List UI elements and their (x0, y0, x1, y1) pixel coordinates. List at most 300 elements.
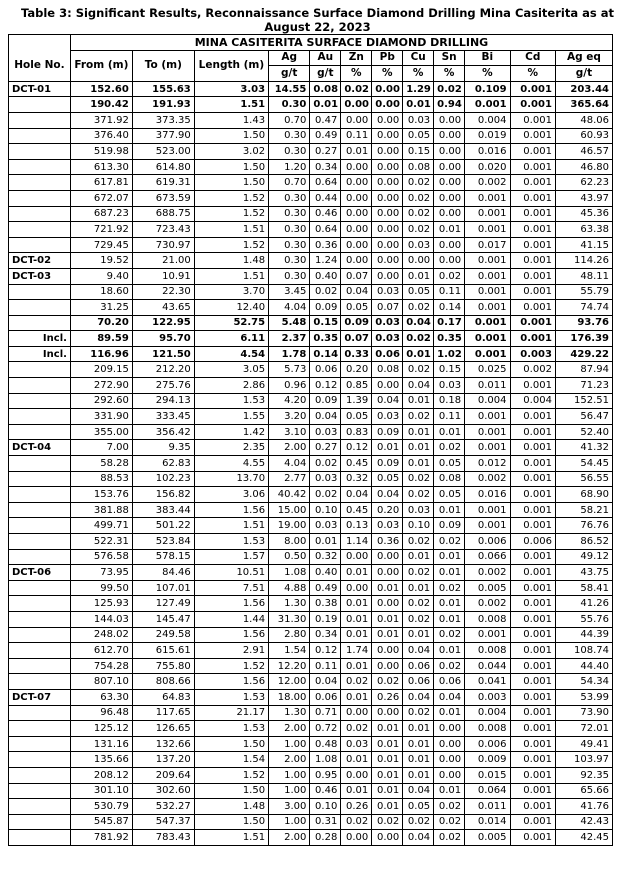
table-row (9, 674, 613, 690)
value-cell: 0.00 (434, 721, 465, 737)
value-cell: 0.001 (465, 346, 510, 362)
value-cell: 21.00 (132, 253, 194, 269)
header-element: Sn (434, 50, 465, 66)
value-cell: 0.02 (403, 471, 434, 487)
table-row (9, 237, 613, 253)
value-cell: 0.003 (465, 689, 510, 705)
table-spacer (9, 35, 71, 51)
value-cell: 0.04 (403, 830, 434, 846)
value-cell: 48.11 (555, 268, 612, 284)
value-cell: 672.07 (70, 190, 132, 206)
value-cell: 52.40 (555, 424, 612, 440)
value-cell: 0.31 (310, 814, 341, 830)
table-row (9, 736, 613, 752)
value-cell: 155.63 (132, 81, 194, 97)
value-cell: 0.15 (403, 144, 434, 160)
value-cell: 190.42 (70, 97, 132, 113)
value-cell: 0.14 (310, 346, 341, 362)
value-cell: 1.50 (194, 783, 268, 799)
value-cell: 0.01 (403, 549, 434, 565)
value-cell: 0.001 (510, 627, 555, 643)
value-cell: 0.004 (465, 393, 510, 409)
table-row (9, 144, 613, 160)
value-cell: 0.01 (403, 627, 434, 643)
value-cell: 0.001 (510, 237, 555, 253)
value-cell: 44.39 (555, 627, 612, 643)
value-cell: 0.01 (341, 658, 372, 674)
value-cell: 3.00 (269, 799, 310, 815)
value-cell: 74.74 (555, 300, 612, 316)
value-cell: 0.30 (269, 128, 310, 144)
value-cell: 209.64 (132, 767, 194, 783)
value-cell: 0.001 (510, 799, 555, 815)
value-cell: 0.001 (465, 206, 510, 222)
value-cell: 0.30 (269, 206, 310, 222)
value-cell: 45.36 (555, 206, 612, 222)
value-cell: 0.07 (341, 331, 372, 347)
value-cell: 0.15 (434, 362, 465, 378)
value-cell: 0.01 (434, 596, 465, 612)
value-cell: 0.00 (434, 144, 465, 160)
value-cell: 3.10 (269, 424, 310, 440)
value-cell: 12.00 (269, 674, 310, 690)
value-cell: 3.05 (194, 362, 268, 378)
value-cell: 0.01 (434, 424, 465, 440)
value-cell: 43.65 (132, 300, 194, 316)
value-cell: 58.28 (70, 456, 132, 472)
value-cell: 545.87 (70, 814, 132, 830)
value-cell: 31.25 (70, 300, 132, 316)
value-cell: 0.002 (465, 471, 510, 487)
value-cell: 0.40 (310, 268, 341, 284)
value-cell: 0.32 (341, 471, 372, 487)
hole-number-cell (9, 222, 71, 238)
value-cell: 65.66 (555, 783, 612, 799)
value-cell: 0.001 (510, 596, 555, 612)
value-cell: 0.30 (269, 144, 310, 160)
value-cell: 14.55 (269, 81, 310, 97)
value-cell: 93.76 (555, 315, 612, 331)
table-row (9, 128, 613, 144)
hole-number-cell: Incl. (9, 331, 71, 347)
value-cell: 0.05 (403, 799, 434, 815)
hole-number-cell (9, 159, 71, 175)
hole-number-cell (9, 315, 71, 331)
value-cell: 0.06 (403, 658, 434, 674)
value-cell: 275.76 (132, 378, 194, 394)
value-cell: 0.02 (403, 300, 434, 316)
value-cell: 0.01 (403, 767, 434, 783)
value-cell: 4.55 (194, 456, 268, 472)
value-cell: 62.83 (132, 456, 194, 472)
table-row (9, 611, 613, 627)
value-cell: 0.00 (341, 767, 372, 783)
value-cell: 523.00 (132, 144, 194, 160)
value-cell: 41.15 (555, 237, 612, 253)
value-cell: 0.005 (465, 830, 510, 846)
header-element: Pb (372, 50, 403, 66)
hole-number-cell (9, 409, 71, 425)
value-cell: 0.014 (465, 814, 510, 830)
value-cell: 46.80 (555, 159, 612, 175)
value-cell: 71.23 (555, 378, 612, 394)
value-cell: 1.55 (194, 409, 268, 425)
value-cell: 1.52 (194, 206, 268, 222)
value-cell: 12.40 (194, 300, 268, 316)
table-row (9, 253, 613, 269)
value-cell: 0.02 (403, 222, 434, 238)
value-cell: 62.23 (555, 175, 612, 191)
value-cell: 0.01 (372, 440, 403, 456)
value-cell: 0.00 (372, 237, 403, 253)
table-row (9, 97, 613, 113)
value-cell: 122.95 (132, 315, 194, 331)
value-cell: 0.05 (341, 300, 372, 316)
value-cell: 0.02 (372, 814, 403, 830)
value-cell: 0.004 (510, 393, 555, 409)
value-cell: 0.01 (341, 611, 372, 627)
value-cell: 0.002 (465, 596, 510, 612)
value-cell: 0.01 (341, 144, 372, 160)
value-cell: 688.75 (132, 206, 194, 222)
value-cell: 0.001 (510, 674, 555, 690)
value-cell: 1.56 (194, 596, 268, 612)
value-cell: 0.001 (510, 736, 555, 752)
value-cell: 0.01 (372, 627, 403, 643)
value-cell: 0.001 (510, 767, 555, 783)
value-cell: 0.001 (510, 565, 555, 581)
value-cell: 0.017 (465, 237, 510, 253)
value-cell: 1.51 (194, 830, 268, 846)
value-cell: 730.97 (132, 237, 194, 253)
hole-number-cell: DCT-03 (9, 268, 71, 284)
table-row (9, 689, 613, 705)
value-cell: 0.00 (403, 253, 434, 269)
value-cell: 0.20 (341, 362, 372, 378)
value-cell: 73.90 (555, 705, 612, 721)
value-cell: 0.03 (403, 237, 434, 253)
value-cell: 0.02 (403, 206, 434, 222)
value-cell: 152.60 (70, 81, 132, 97)
value-cell: 0.02 (310, 456, 341, 472)
value-cell: 1.53 (194, 393, 268, 409)
value-cell: 48.06 (555, 112, 612, 128)
value-cell: 1.43 (194, 112, 268, 128)
value-cell: 0.17 (434, 315, 465, 331)
value-cell: 0.26 (372, 689, 403, 705)
drilling-results-table (8, 34, 613, 846)
value-cell: 0.001 (510, 611, 555, 627)
value-cell: 1.00 (269, 767, 310, 783)
value-cell: 0.00 (372, 705, 403, 721)
value-cell: 0.001 (510, 471, 555, 487)
hole-number-cell (9, 611, 71, 627)
value-cell: 0.04 (403, 689, 434, 705)
header-element: Zn (341, 50, 372, 66)
value-cell: 721.92 (70, 222, 132, 238)
value-cell: 376.40 (70, 128, 132, 144)
value-cell: 7.00 (70, 440, 132, 456)
value-cell: 0.05 (372, 471, 403, 487)
value-cell: 0.27 (310, 144, 341, 160)
table-row (9, 362, 613, 378)
value-cell: 0.01 (434, 502, 465, 518)
table-caption: Table 3: Significant Results, Reconnaissance Surface Diamond Drilling Mina Casiterita as at August 22, 2023 (21, 6, 614, 34)
value-cell: 0.11 (434, 284, 465, 300)
value-cell: 53.99 (555, 689, 612, 705)
value-cell: 2.00 (269, 721, 310, 737)
value-cell: 0.006 (510, 534, 555, 550)
value-cell: 22.30 (132, 284, 194, 300)
value-cell: 0.02 (403, 331, 434, 347)
value-cell: 0.019 (465, 128, 510, 144)
value-cell: 0.00 (372, 268, 403, 284)
value-cell: 152.51 (555, 393, 612, 409)
table-row (9, 315, 613, 331)
value-cell: 1.78 (269, 346, 310, 362)
value-cell: 0.02 (434, 440, 465, 456)
value-cell: 333.45 (132, 409, 194, 425)
value-cell: 156.82 (132, 487, 194, 503)
table-row (9, 549, 613, 565)
hole-number-cell (9, 284, 71, 300)
value-cell: 0.016 (465, 487, 510, 503)
value-cell: 2.00 (269, 440, 310, 456)
header-unit: % (434, 66, 465, 82)
hole-number-cell (9, 175, 71, 191)
table-row (9, 721, 613, 737)
value-cell: 0.001 (465, 627, 510, 643)
header-unit: % (372, 66, 403, 82)
value-cell: 0.00 (372, 565, 403, 581)
value-cell: 108.74 (555, 643, 612, 659)
value-cell: 0.00 (341, 705, 372, 721)
value-cell: 0.00 (372, 253, 403, 269)
value-cell: 1.54 (194, 752, 268, 768)
value-cell: 5.48 (269, 315, 310, 331)
value-cell: 1.57 (194, 549, 268, 565)
value-cell: 1.02 (434, 346, 465, 362)
value-cell: 203.44 (555, 81, 612, 97)
value-cell: 116.96 (70, 346, 132, 362)
table-row (9, 580, 613, 596)
value-cell: 0.00 (372, 658, 403, 674)
hole-number-cell: DCT-06 (9, 565, 71, 581)
value-cell: 125.93 (70, 596, 132, 612)
value-cell: 0.001 (465, 440, 510, 456)
value-cell: 153.76 (70, 487, 132, 503)
value-cell: 3.45 (269, 284, 310, 300)
hole-number-cell: DCT-02 (9, 253, 71, 269)
value-cell: 0.06 (372, 346, 403, 362)
value-cell: 0.00 (434, 752, 465, 768)
table-row (9, 565, 613, 581)
table-row (9, 393, 613, 409)
value-cell: 125.12 (70, 721, 132, 737)
value-cell: 127.49 (132, 596, 194, 612)
value-cell: 0.04 (310, 674, 341, 690)
hole-number-cell (9, 128, 71, 144)
table-row (9, 175, 613, 191)
value-cell: 0.01 (403, 752, 434, 768)
hole-number-cell (9, 190, 71, 206)
table-row (9, 346, 613, 362)
table-row (9, 799, 613, 815)
value-cell: 0.064 (465, 783, 510, 799)
value-cell: 0.08 (372, 362, 403, 378)
hole-number-cell (9, 144, 71, 160)
value-cell: 808.66 (132, 674, 194, 690)
value-cell: 0.04 (403, 378, 434, 394)
value-cell: 0.01 (341, 565, 372, 581)
value-cell: 0.005 (465, 580, 510, 596)
value-cell: 0.46 (310, 206, 341, 222)
value-cell: 0.011 (465, 799, 510, 815)
value-cell: 0.001 (465, 222, 510, 238)
value-cell: 209.15 (70, 362, 132, 378)
value-cell: 0.008 (465, 721, 510, 737)
value-cell: 10.91 (132, 268, 194, 284)
table-row (9, 456, 613, 472)
value-cell: 1.53 (194, 721, 268, 737)
value-cell: 0.00 (341, 97, 372, 113)
value-cell: 18.00 (269, 689, 310, 705)
value-cell: 1.56 (194, 674, 268, 690)
value-cell: 0.36 (310, 237, 341, 253)
hole-number-cell (9, 534, 71, 550)
value-cell: 0.02 (434, 268, 465, 284)
value-cell: 55.79 (555, 284, 612, 300)
hole-number-cell (9, 471, 71, 487)
value-cell: 356.42 (132, 424, 194, 440)
value-cell: 49.12 (555, 549, 612, 565)
value-cell: 614.80 (132, 159, 194, 175)
value-cell: 0.001 (510, 331, 555, 347)
value-cell: 0.001 (510, 190, 555, 206)
value-cell: 0.01 (372, 783, 403, 799)
value-cell: 0.00 (341, 830, 372, 846)
value-cell: 21.17 (194, 705, 268, 721)
value-cell: 0.02 (403, 487, 434, 503)
value-cell: 0.02 (372, 674, 403, 690)
value-cell: 0.00 (372, 175, 403, 191)
value-cell: 249.58 (132, 627, 194, 643)
header-unit: g/t (555, 66, 612, 82)
header-unit: % (341, 66, 372, 82)
table-title: MINA CASITERITA SURFACE DIAMOND DRILLING (70, 35, 612, 51)
value-cell: 1.56 (194, 502, 268, 518)
value-cell: 0.01 (372, 611, 403, 627)
value-cell: 0.02 (403, 814, 434, 830)
table-row (9, 814, 613, 830)
value-cell: 0.001 (510, 206, 555, 222)
value-cell: 3.70 (194, 284, 268, 300)
value-cell: 68.90 (555, 487, 612, 503)
value-cell: 18.60 (70, 284, 132, 300)
value-cell: 5.73 (269, 362, 310, 378)
value-cell: 0.001 (465, 331, 510, 347)
value-cell: 523.84 (132, 534, 194, 550)
value-cell: 0.01 (341, 689, 372, 705)
value-cell: 0.00 (341, 549, 372, 565)
value-cell: 0.01 (372, 767, 403, 783)
table-row (9, 159, 613, 175)
table-row (9, 830, 613, 846)
hole-number-cell (9, 767, 71, 783)
value-cell: 532.27 (132, 799, 194, 815)
hole-number-cell (9, 518, 71, 534)
value-cell: 377.90 (132, 128, 194, 144)
value-cell: 0.05 (434, 487, 465, 503)
value-cell: 0.001 (510, 300, 555, 316)
value-cell: 87.94 (555, 362, 612, 378)
value-cell: 0.001 (465, 97, 510, 113)
value-cell: 102.23 (132, 471, 194, 487)
value-cell: 0.001 (510, 549, 555, 565)
value-cell: 0.18 (434, 393, 465, 409)
value-cell: 0.001 (510, 378, 555, 394)
value-cell: 331.90 (70, 409, 132, 425)
value-cell: 0.00 (372, 190, 403, 206)
value-cell: 2.91 (194, 643, 268, 659)
value-cell: 0.01 (403, 736, 434, 752)
value-cell: 0.001 (510, 284, 555, 300)
value-cell: 0.35 (434, 331, 465, 347)
value-cell: 0.05 (403, 284, 434, 300)
value-cell: 46.57 (555, 144, 612, 160)
value-cell: 0.01 (372, 721, 403, 737)
value-cell: 0.44 (310, 190, 341, 206)
value-cell: 60.93 (555, 128, 612, 144)
header-unit: % (465, 66, 510, 82)
value-cell: 0.00 (341, 222, 372, 238)
hole-number-cell: DCT-04 (9, 440, 71, 456)
value-cell: 0.01 (403, 440, 434, 456)
header-hole: Hole No. (9, 50, 71, 81)
value-cell: 121.50 (132, 346, 194, 362)
value-cell: 0.03 (372, 284, 403, 300)
value-cell: 41.76 (555, 799, 612, 815)
value-cell: 0.001 (510, 705, 555, 721)
value-cell: 43.75 (555, 565, 612, 581)
value-cell: 530.79 (70, 799, 132, 815)
value-cell: 0.08 (403, 159, 434, 175)
value-cell: 0.02 (403, 362, 434, 378)
value-cell: 1.51 (194, 97, 268, 113)
value-cell: 619.31 (132, 175, 194, 191)
value-cell: 0.04 (403, 643, 434, 659)
table-row (9, 284, 613, 300)
value-cell: 0.00 (341, 175, 372, 191)
value-cell: 1.24 (310, 253, 341, 269)
value-cell: 0.11 (310, 658, 341, 674)
value-cell: 1.50 (194, 175, 268, 191)
value-cell: 0.001 (465, 268, 510, 284)
value-cell: 0.01 (341, 627, 372, 643)
value-cell: 0.10 (310, 502, 341, 518)
table-row (9, 378, 613, 394)
value-cell: 0.03 (372, 331, 403, 347)
value-cell: 1.00 (269, 783, 310, 799)
value-cell: 0.27 (310, 440, 341, 456)
value-cell: 0.30 (269, 253, 310, 269)
value-cell: 0.00 (341, 112, 372, 128)
table-row (9, 534, 613, 550)
value-cell: 0.02 (434, 534, 465, 550)
hole-number-cell (9, 596, 71, 612)
value-cell: 0.00 (434, 253, 465, 269)
value-cell: 0.04 (341, 487, 372, 503)
